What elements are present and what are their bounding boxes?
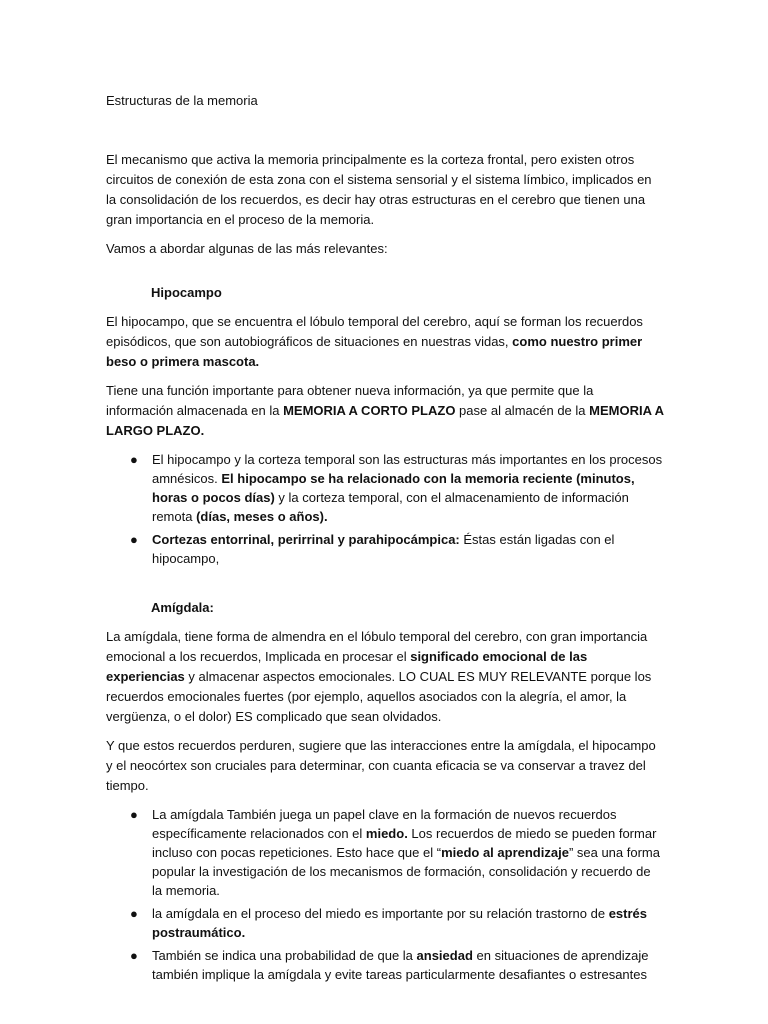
bullet-icon: ● [130, 532, 138, 547]
amigdala-paragraph-1 [106, 627, 664, 727]
amigdala-b1-a: La amígdala También juega un papel clave en la formación de nuevos recuerdos específicamente relacionados con el [152, 807, 617, 841]
intro-lead: Vamos a abordar algunas de las más relevantes: [106, 241, 388, 256]
bullet-icon: ● [130, 452, 138, 467]
amigdala-b1-c: ” sea una forma popular la investigación de los mecanismos de formación, consolidación y recuerdo de la memoria. [152, 845, 660, 898]
amigdala-p1-a: La amígdala, tiene forma de almendra en el lóbulo temporal del cerebro, con gran importancia emocional a los recuerdos, Implicada en procesar el [106, 629, 648, 664]
list-item [130, 530, 664, 568]
amigdala-b3-bold: ansiedad [416, 948, 473, 963]
amigdala-paragraph-2: Y que estos recuerdos perduren, sugiere que las interacciones entre la amígdala, el hipocampo y el neocórtex son cruciales para determinar, con cuanta eficacia se va conservar a travez del tiempo. [106, 738, 656, 793]
bullet-icon: ● [130, 807, 138, 822]
hipocampo-p2-bold2: MEMORIA A LARGO PLAZO. [106, 403, 664, 438]
hipocampo-b1-a: El hipocampo y la corteza temporal son las estructuras más importantes en los procesos amnésicos. [152, 452, 663, 486]
amigdala-b1-b: Los recuerdos de miedo se pueden formar incluso con pocas repeticiones. Esto hace que el “ [152, 826, 657, 860]
amigdala-bullet-list [106, 805, 664, 984]
list-item [130, 805, 664, 900]
hipocampo-p2-bold1: MEMORIA A CORTO PLAZO [283, 403, 456, 418]
hipocampo-p1-bold: como nuestro primer beso o primera mascota. [106, 334, 643, 369]
hipocampo-paragraph-1 [106, 312, 664, 372]
amigdala-p1-bold: significado emocional de las experiencias [106, 649, 588, 684]
section-heading-hipocampo: Hipocampo [151, 285, 222, 300]
amigdala-b1-bold2: miedo al aprendizaje [441, 845, 569, 860]
hipocampo-p1-text: El hipocampo, que se encuentra el lóbulo temporal del cerebro, aquí se forman los recuerdos episódicos, que son autobiográficos de situaciones en nuestras vidas, [106, 314, 643, 349]
section-heading-amigdala: Amígdala: [151, 600, 214, 615]
amigdala-b2-a: la amígdala en el proceso del miedo es importante por su relación trastorno de [152, 906, 609, 921]
bullet-icon: ● [130, 948, 138, 963]
amigdala-b3-a: También se indica una probabilidad de que la [152, 948, 417, 963]
hipocampo-b1-bold: El hipocampo se ha relacionado con la memoria reciente (minutos, horas o pocos días) [152, 471, 635, 505]
hipocampo-b1-b: y la corteza temporal, con el almacenamiento de información remota [152, 490, 629, 524]
hipocampo-paragraph-2 [106, 381, 664, 441]
hipocampo-bullet-list [106, 450, 664, 568]
amigdala-b1-bold: miedo. [365, 826, 408, 841]
amigdala-b2-bold: estrés postraumático. [152, 906, 648, 940]
hipocampo-b2-bold: Cortezas entorrinal, perirrinal y parahipocámpica: [152, 532, 460, 547]
list-item [130, 904, 664, 942]
hipocampo-b1-bold2: (días, meses o años). [196, 509, 328, 524]
intro-paragraph: El mecanismo que activa la memoria principalmente es la corteza frontal, pero existen otros circuitos de conexión de esta zona con el sistema sensorial y el sistema límbico, implicados en la consolidación de los recuerdos, es decir hay otras estructuras en el cerebro que tienen una gran importancia en el proceso de la memoria. [106, 152, 652, 227]
amigdala-p1-b: y almacenar aspectos emocionales. LO CUAL ES MUY RELEVANTE porque los recuerdos emocionales fuertes (por ejemplo, aquellos asociados con la alegría, el amor, la vergüenza, o el dolor) ES complicado que sean olvidados. [106, 669, 652, 724]
bullet-icon: ● [130, 906, 138, 921]
list-item [130, 450, 664, 526]
hipocampo-b2-text: Éstas están ligadas con el hipocampo, [152, 532, 615, 566]
document-title: Estructuras de la memoria [106, 93, 258, 108]
list-item [130, 946, 664, 984]
amigdala-b3-b: en situaciones de aprendizaje también implique la amígdala y evite tareas particularmente desafiantes o estresantes [152, 948, 649, 982]
hipocampo-p2-b: pase al almacén de la [455, 403, 590, 418]
hipocampo-p2-a: Tiene una función importante para obtener nueva información, ya que permite que la información almacenada en la [106, 383, 594, 418]
